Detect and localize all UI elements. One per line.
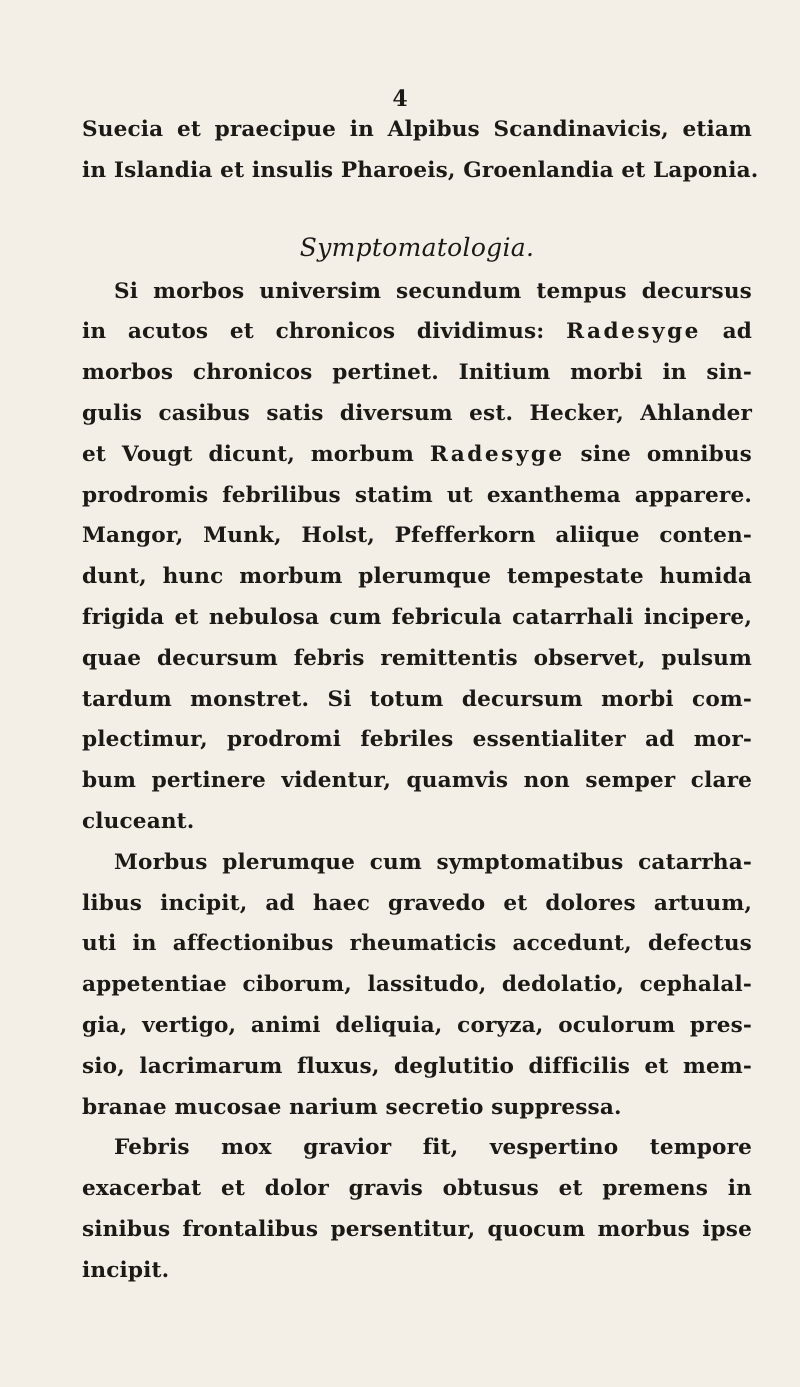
text-line: uti in affectionibus rheumaticis accedunt, defectus [82, 931, 752, 957]
text-line: dunt, hunc morbum plerumque tempestate humida [82, 564, 752, 590]
text-line: cluceant. [82, 808, 195, 834]
intro-paragraph [82, 110, 759, 192]
text-line: bum pertinere videntur, quamvis non semper clare [82, 768, 752, 794]
text-fragment: in acutos et chronicos dividimus: [82, 319, 567, 345]
text-line: quae decursum febris remittentis observet, pulsum [82, 645, 752, 671]
text-fragment: ad [700, 319, 752, 345]
text-line: plectimur, prodromi febriles essentialiter ad mor- [82, 727, 752, 753]
term-radesyge: Radesyge [566, 319, 701, 345]
section-heading: Symptomatologia. [299, 232, 535, 262]
paragraph-2 [82, 843, 752, 1129]
text-line: branae mucosae narium secretio suppressa. [82, 1094, 622, 1120]
text-line: morbos chronicos pertinet. Initium morbi in sin- [82, 360, 752, 386]
text-line: libus incipit, ad haec gravedo et dolores artuum, [82, 890, 752, 916]
text-line: prodromis febrilibus statim ut exanthema apparere. [82, 482, 752, 508]
text-line: frigida et nebulosa cum febricula catarrhali incipere, [82, 604, 752, 630]
text-line: appetentiae ciborum, lassitudo, dedolatio, cephalal- [82, 972, 752, 998]
text-line: Febris mox gravior fit, vespertino tempore [114, 1135, 752, 1161]
text-line [82, 435, 752, 476]
text-line: sio, lacrimarum fluxus, deglutitio difficilis et mem- [82, 1053, 752, 1079]
text-line: in Islandia et insulis Pharoeis, Groenlandia et Laponia. [82, 157, 759, 183]
text-line: exacerbat et dolor gravis obtusus et premens in [82, 1176, 752, 1202]
paragraph-1 [82, 272, 752, 843]
page-number: 4 [392, 86, 408, 112]
text-fragment: sine omnibus [564, 441, 752, 467]
text-line: Mangor, Munk, Holst, Pfefferkorn aliique conten- [82, 523, 752, 549]
text-line: Si morbos universim secundum tempus decursus [114, 278, 752, 304]
text-line: gia, vertigo, animi deliquia, coryza, oculorum pres- [82, 1012, 752, 1038]
text-line [82, 312, 752, 353]
text-line: gulis casibus satis diversum est. Hecker, Ahlander [82, 400, 752, 426]
text-block [82, 110, 759, 1292]
text-fragment: et Vougt dicunt, morbum [82, 441, 430, 467]
text-line: tardum monstret. Si totum decursum morbi com- [82, 686, 752, 712]
text-line: Suecia et praecipue in Alpibus Scandinavicis, etiam [82, 117, 752, 142]
text-line: incipit. [82, 1257, 170, 1283]
term-radesyge: Radesyge [429, 441, 565, 467]
text-line: Morbus plerumque cum symptomatibus catarrha- [114, 849, 752, 875]
text-line: sinibus frontalibus persentitur, quocum morbus ipse [82, 1216, 752, 1242]
paragraph-3 [82, 1128, 752, 1291]
